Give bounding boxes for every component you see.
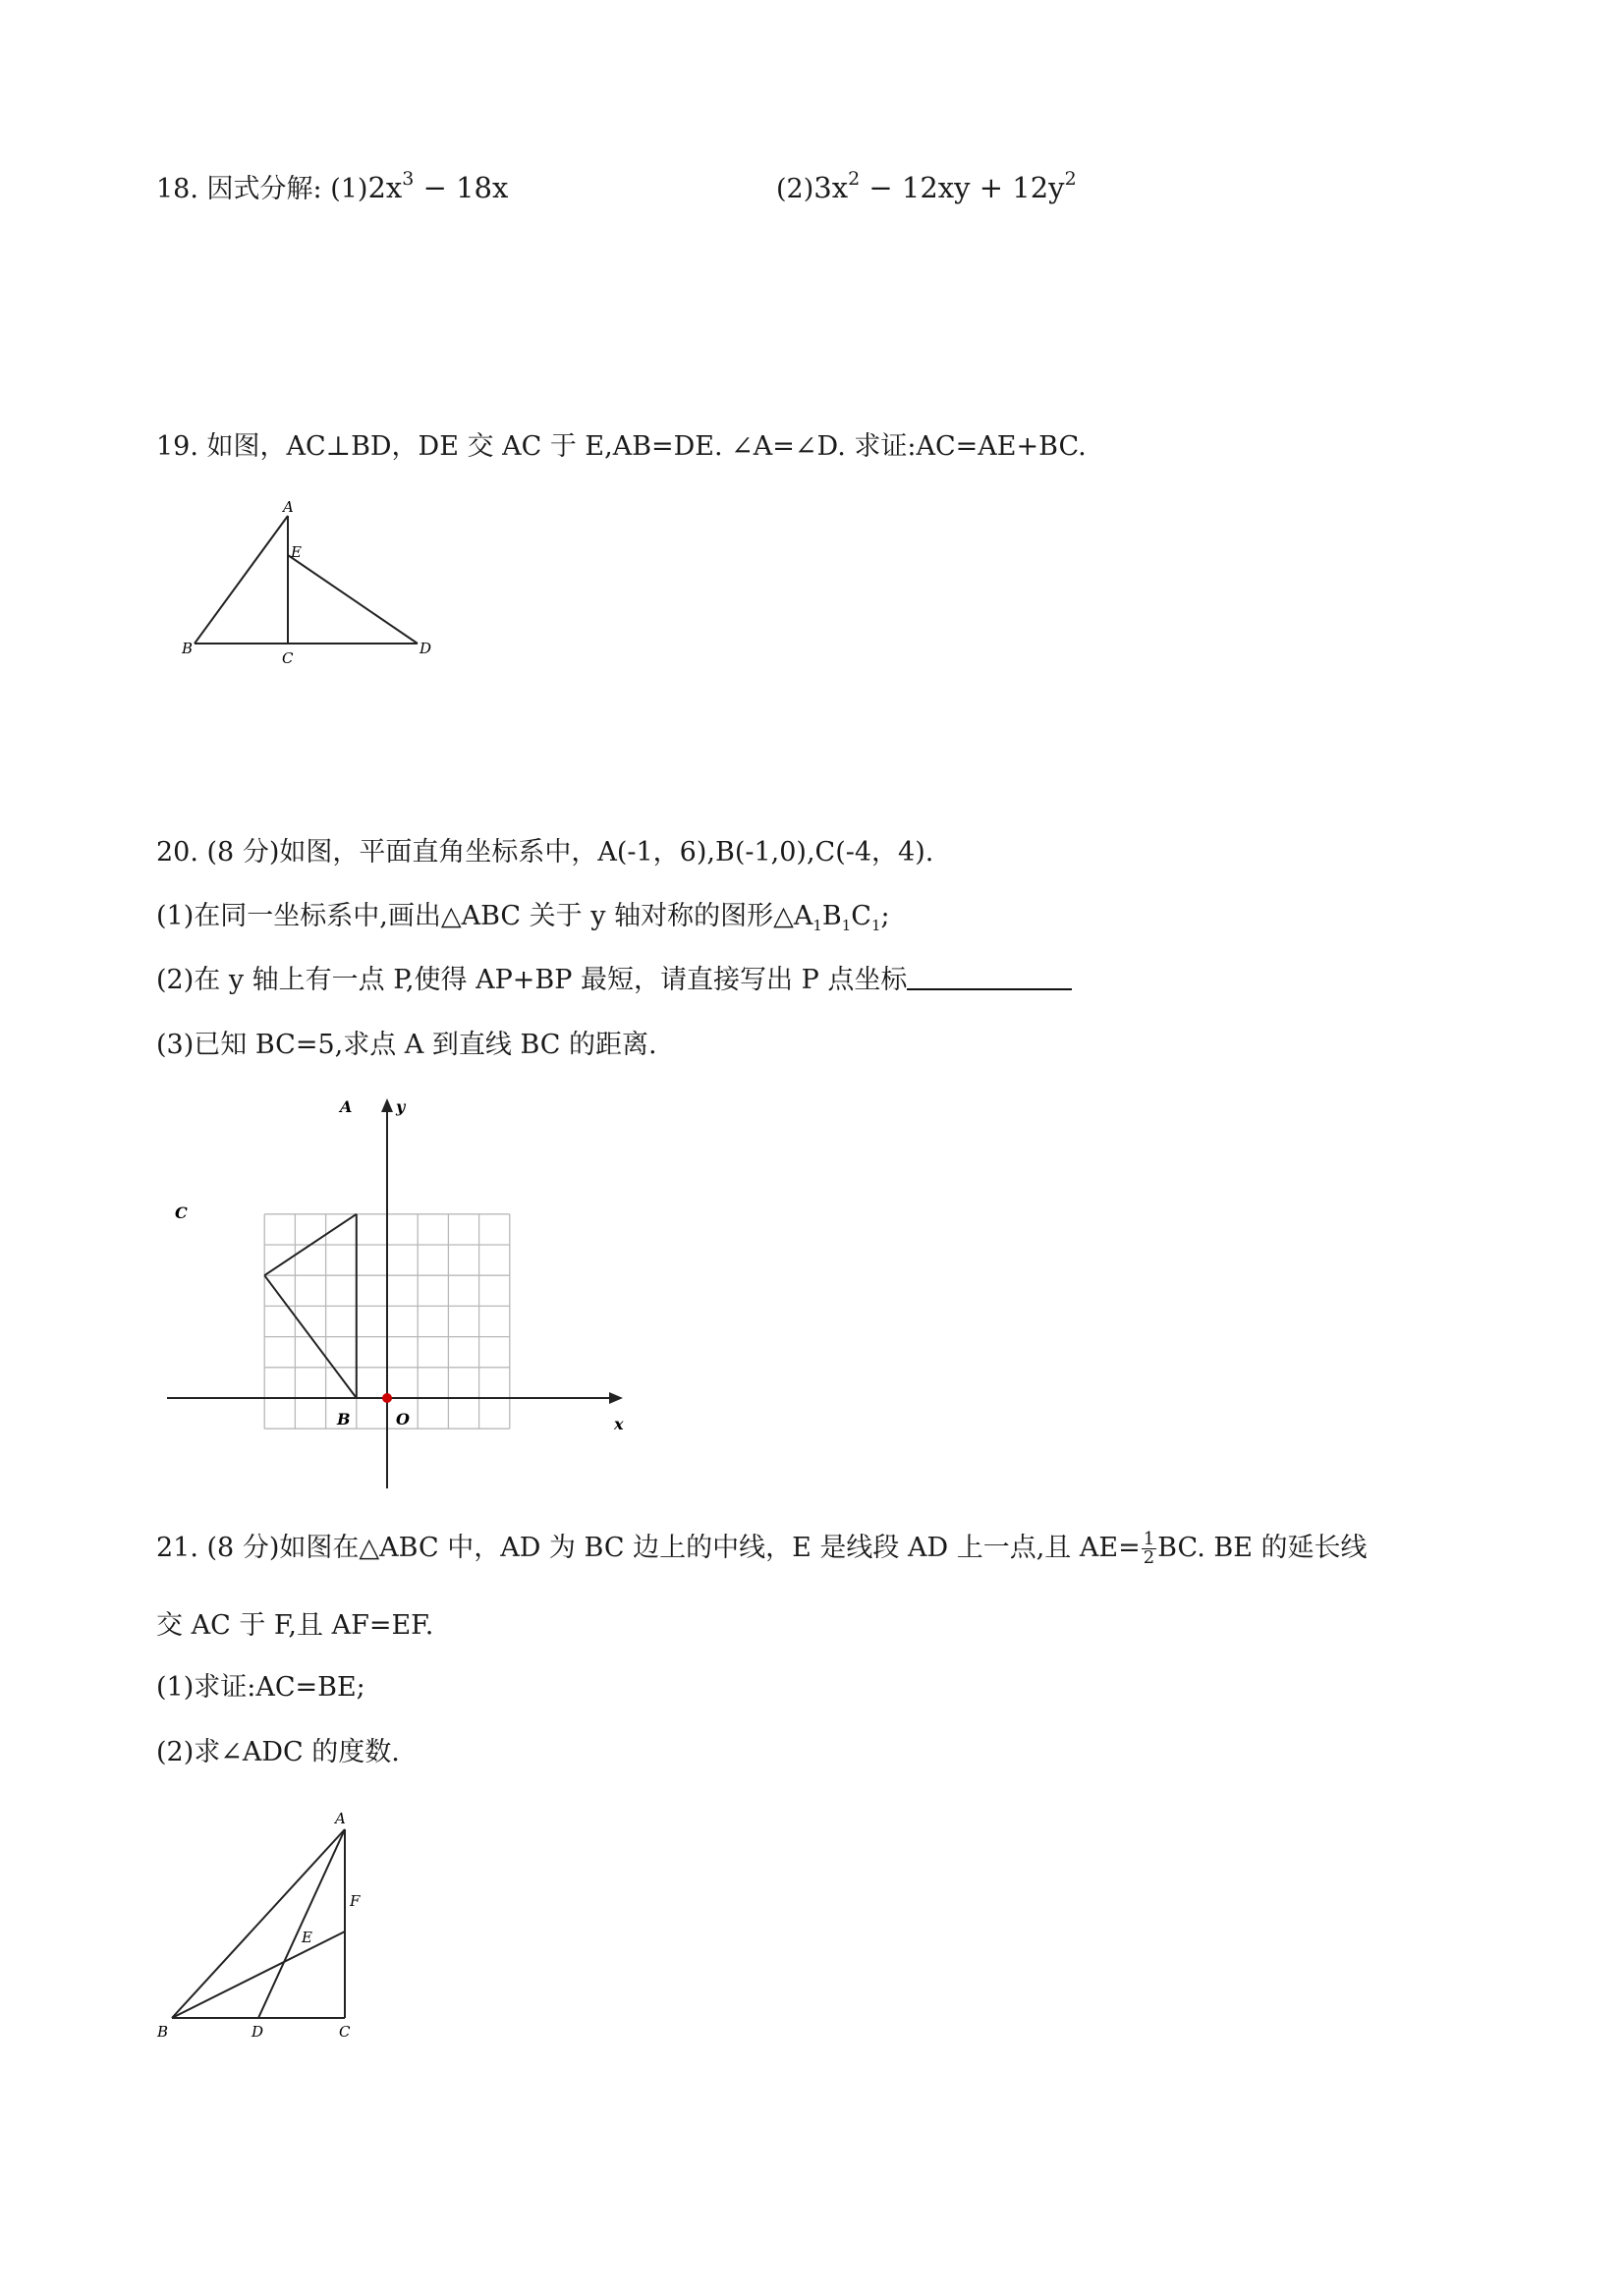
q18-line [156, 168, 509, 206]
q21-fraction-half: $\frac{1}{2}$ [1143, 1529, 1155, 1568]
q18-part1-expr: $2x^3 - 18x$ [367, 168, 509, 204]
q19-label-e: E [291, 543, 302, 561]
q21-segment-bf [172, 1932, 345, 2018]
q21-label-a: A [335, 1810, 346, 1827]
q20-part3: (3)已知 BC=5,求点 A 到直线 BC 的距离. [156, 1030, 657, 1060]
q18-part2-label: (2) [776, 174, 814, 204]
q18-part1-label: (1) [330, 174, 368, 204]
q18-label: 18. 因式分解: [156, 174, 331, 204]
q21-label-c: C [339, 2023, 351, 2041]
q21-line2: 交 AC 于 F,且 AF=EF. [156, 1610, 434, 1641]
q19-text: 19. 如图，AC⊥BD，DE 交 AC 于 E,AB=DE. ∠A=∠D. 求证:AC=AE+BC. [156, 431, 1087, 462]
q19-label-a: A [283, 498, 294, 516]
q21-label-d: D [252, 2023, 264, 2041]
q19-segment-ab [195, 516, 288, 644]
q21-label-f: F [350, 1892, 361, 1910]
q21-segment-ad [258, 1829, 345, 2018]
y-axis-arrow [381, 1098, 393, 1112]
q19-label-d: D [420, 640, 432, 657]
q20-part2: (2)在 y 轴上有一点 P,使得 AP+BP 最短，请直接写出 P 点坐标 [156, 964, 1072, 997]
q20-text: 20. (8 分)如图，平面直角坐标系中，A(-1，6),B(-1,0),C(-4，4). [156, 837, 934, 868]
q21-figure [152, 1808, 388, 2044]
q21-line1: 21. (8 分)如图在△ABC 中，AD 为 BC 边上的中线，E 是线段 AD 上一点,且 AE= $\frac{1}{2}$ BC. BE 的延长线 [156, 1529, 1368, 1568]
q19-label-c: C [282, 649, 294, 667]
q18-part2-expr: $3x^2 - 12xy + 12y^2$ [813, 168, 1077, 204]
q20-label-b: B [337, 1410, 351, 1428]
q20-label-x: x [614, 1415, 624, 1433]
q19-segment-ed [288, 555, 418, 644]
q19-label-b: B [182, 640, 194, 657]
q21-label-b: B [157, 2023, 169, 2041]
q20-coordinate-figure [157, 1091, 639, 1493]
x-axis-arrow [609, 1392, 623, 1404]
q20-label-c: C [175, 1204, 188, 1222]
q20-label-y: y [396, 1097, 406, 1116]
q21-segment-ab [172, 1829, 345, 2018]
q21-part1: (1)求证:AC=BE; [156, 1672, 365, 1703]
q20-label-o: O [396, 1410, 410, 1428]
q19-figure [177, 496, 452, 668]
q21-label-e: E [302, 1929, 312, 1946]
q21-part2: (2)求∠ADC 的度数. [156, 1737, 400, 1767]
q18-part2 [776, 168, 1077, 206]
origin-point [382, 1393, 392, 1403]
q20-label-a: A [340, 1097, 353, 1116]
q20-part1: (1)在同一坐标系中,画出△ABC 关于 y 轴对称的图形$\triangle A_1B_1C_1$; [156, 901, 890, 934]
q20-answer-blank[interactable] [907, 967, 1072, 990]
